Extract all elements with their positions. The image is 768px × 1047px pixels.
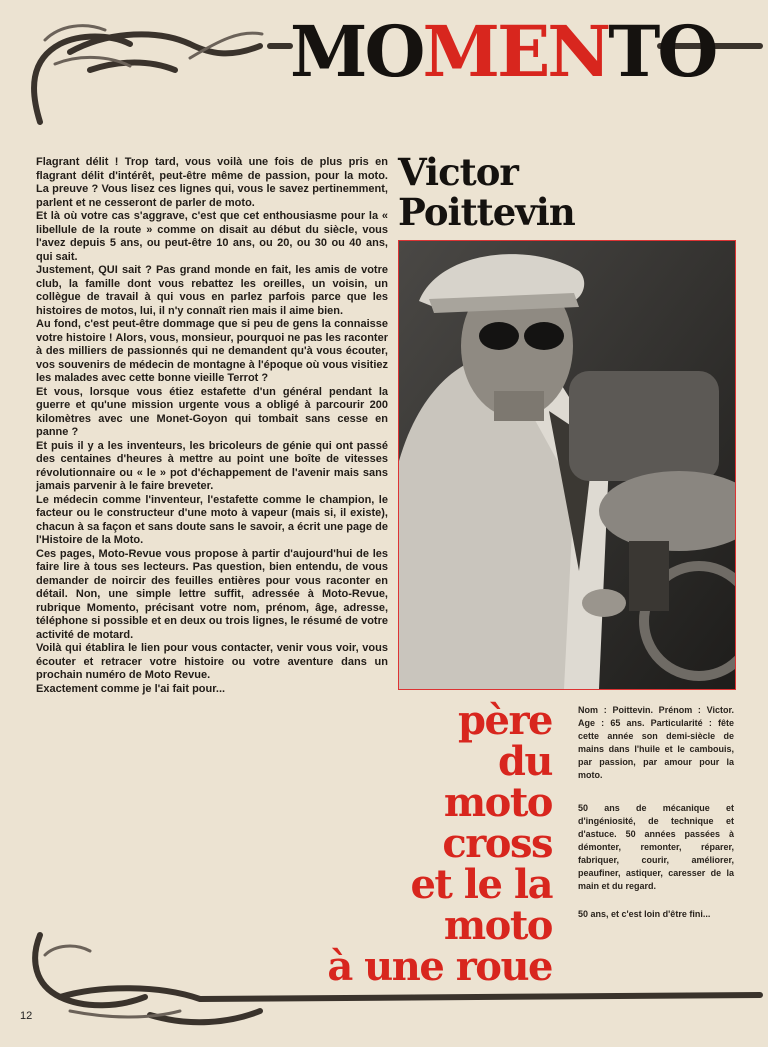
article-paragraph: Ces pages, Moto-Revue vous propose à partir d'aujourd'hui de les faire lire à tous ses lecteurs. Pas question, bien entendu, de vous demander de noircir des feuilles entières pour vous raconter en détail. Non, une simple lettre suffit, adressée à Moto-Revue, rubrique Momento, précisant votre nom, prénom, âge, adresse, téléphone si possible et en deux ou trois lignes, le résumé de votre activité de motard. [36, 547, 388, 641]
headline-line: cross [442, 820, 552, 867]
article-body [36, 156, 388, 696]
sidebar-closing: 50 ans, et c'est loin d'être fini... [578, 909, 711, 919]
subject-name [398, 152, 575, 232]
subject-first-name: Victor [398, 150, 518, 194]
sidebar-profile: Nom : Poittevin. Prénom : Victor. Age : 65 ans. Particularité : fête cette année son demi-siècle de mains dans l'huile et le cambouis, par passion, par amour pour la moto. [578, 705, 734, 780]
article-paragraph: Flagrant délit ! Trop tard, vous voilà une fois de plus pris en flagrant délit d'intérêt, peut-être même de passion, pour la moto. La preuve ? Vous lisez ces lignes qui, vous le savez pertinemment, parlent et ne cesseront de parler de moto. [36, 156, 388, 209]
article-paragraph: Exactement comme je l'ai fait pour... [36, 682, 226, 695]
article-paragraph: Et là où votre cas s'aggrave, c'est que cet enthousiasme pour la « libellule de la route » comme on disait au début du siècle, vous l'avez depuis 5 ans, ou peut-être 10 ans, ou 20, ou 30 ou 40 ans, qui sait. [36, 210, 388, 263]
bottom-ornament [0, 915, 768, 1035]
title-part-3: TO [608, 10, 716, 93]
headline-line: et le la [410, 861, 552, 908]
headline-line: à une roue [327, 943, 552, 990]
article-paragraph: Justement, QUI sait ? Pas grand monde en fait, les amis de votre club, la famille dont vous rebattez les oreilles, un voisin, un collègue de travail à qui vous en parlez parfois parce que les histoires de motos, lui, il n'y connaît rien mais il aime bien. [36, 264, 388, 317]
portrait-photo [398, 240, 736, 690]
headline-line: père [458, 697, 552, 744]
article-paragraph: Le médecin comme l'inventeur, l'estafette comme le champion, le facteur ou le constructeur d'une moto à vapeur (mais si, il existe), chacun à sa façon et sans doute sans le savoir, a écrit une page de l'Histoire de la Moto. [36, 493, 388, 546]
page-number: 12 [20, 1010, 33, 1022]
article-paragraph: Et puis il y a les inventeurs, les bricoleurs de génie qui ont passé des centaines d'heures à mettre au point une boîte de vitesses révolutionnaire ou « le » pot d'échappement de l'avenir mais sans jamais parvenir à le faire breveter. [36, 439, 388, 492]
title-part-1: MO [290, 10, 423, 93]
sidebar-career: 50 ans de mécanique et d'ingéniosité, de technique et d'astuce. 50 années passées à démonter, remonter, réparer, fabriquer, courir, améliorer, peaufiner, astiquer, caresser de la main et du regard. [578, 803, 734, 891]
article-paragraph: Au fond, c'est peut-être dommage que si peu de gens la connaisse votre histoire ! Alors, vous, monsieur, pourquoi ne pas les raconter à des milliers de passionnés qui ne demandent qu'à vous écouter, vos souvenirs de médecin de montagne à l'époque où vous visitiez les malades avec cette bonne vieille Terrot ? [36, 318, 388, 384]
headline-line: du [497, 738, 552, 785]
article-paragraph: Et vous, lorsque vous étiez estafette d'un général pendant la guerre et qu'une mission urgente vous a obligé à parcourir 200 kilomètres avec une Monet-Goyon qui tombait sans cesse en panne ? [36, 385, 388, 438]
page-title [290, 10, 716, 93]
headline-line: moto [443, 779, 552, 826]
headline-line: moto [443, 902, 552, 949]
article-paragraph: Voilà qui établira le lien pour vous contacter, venir vous voir, vous écouter et retracer votre histoire ou votre aventure dans un prochain numéro de Moto Revue. [36, 642, 388, 681]
portrait-illustration [399, 241, 735, 689]
subject-last-name: Poittevin [398, 190, 575, 234]
title-part-2: MEN [422, 10, 609, 93]
